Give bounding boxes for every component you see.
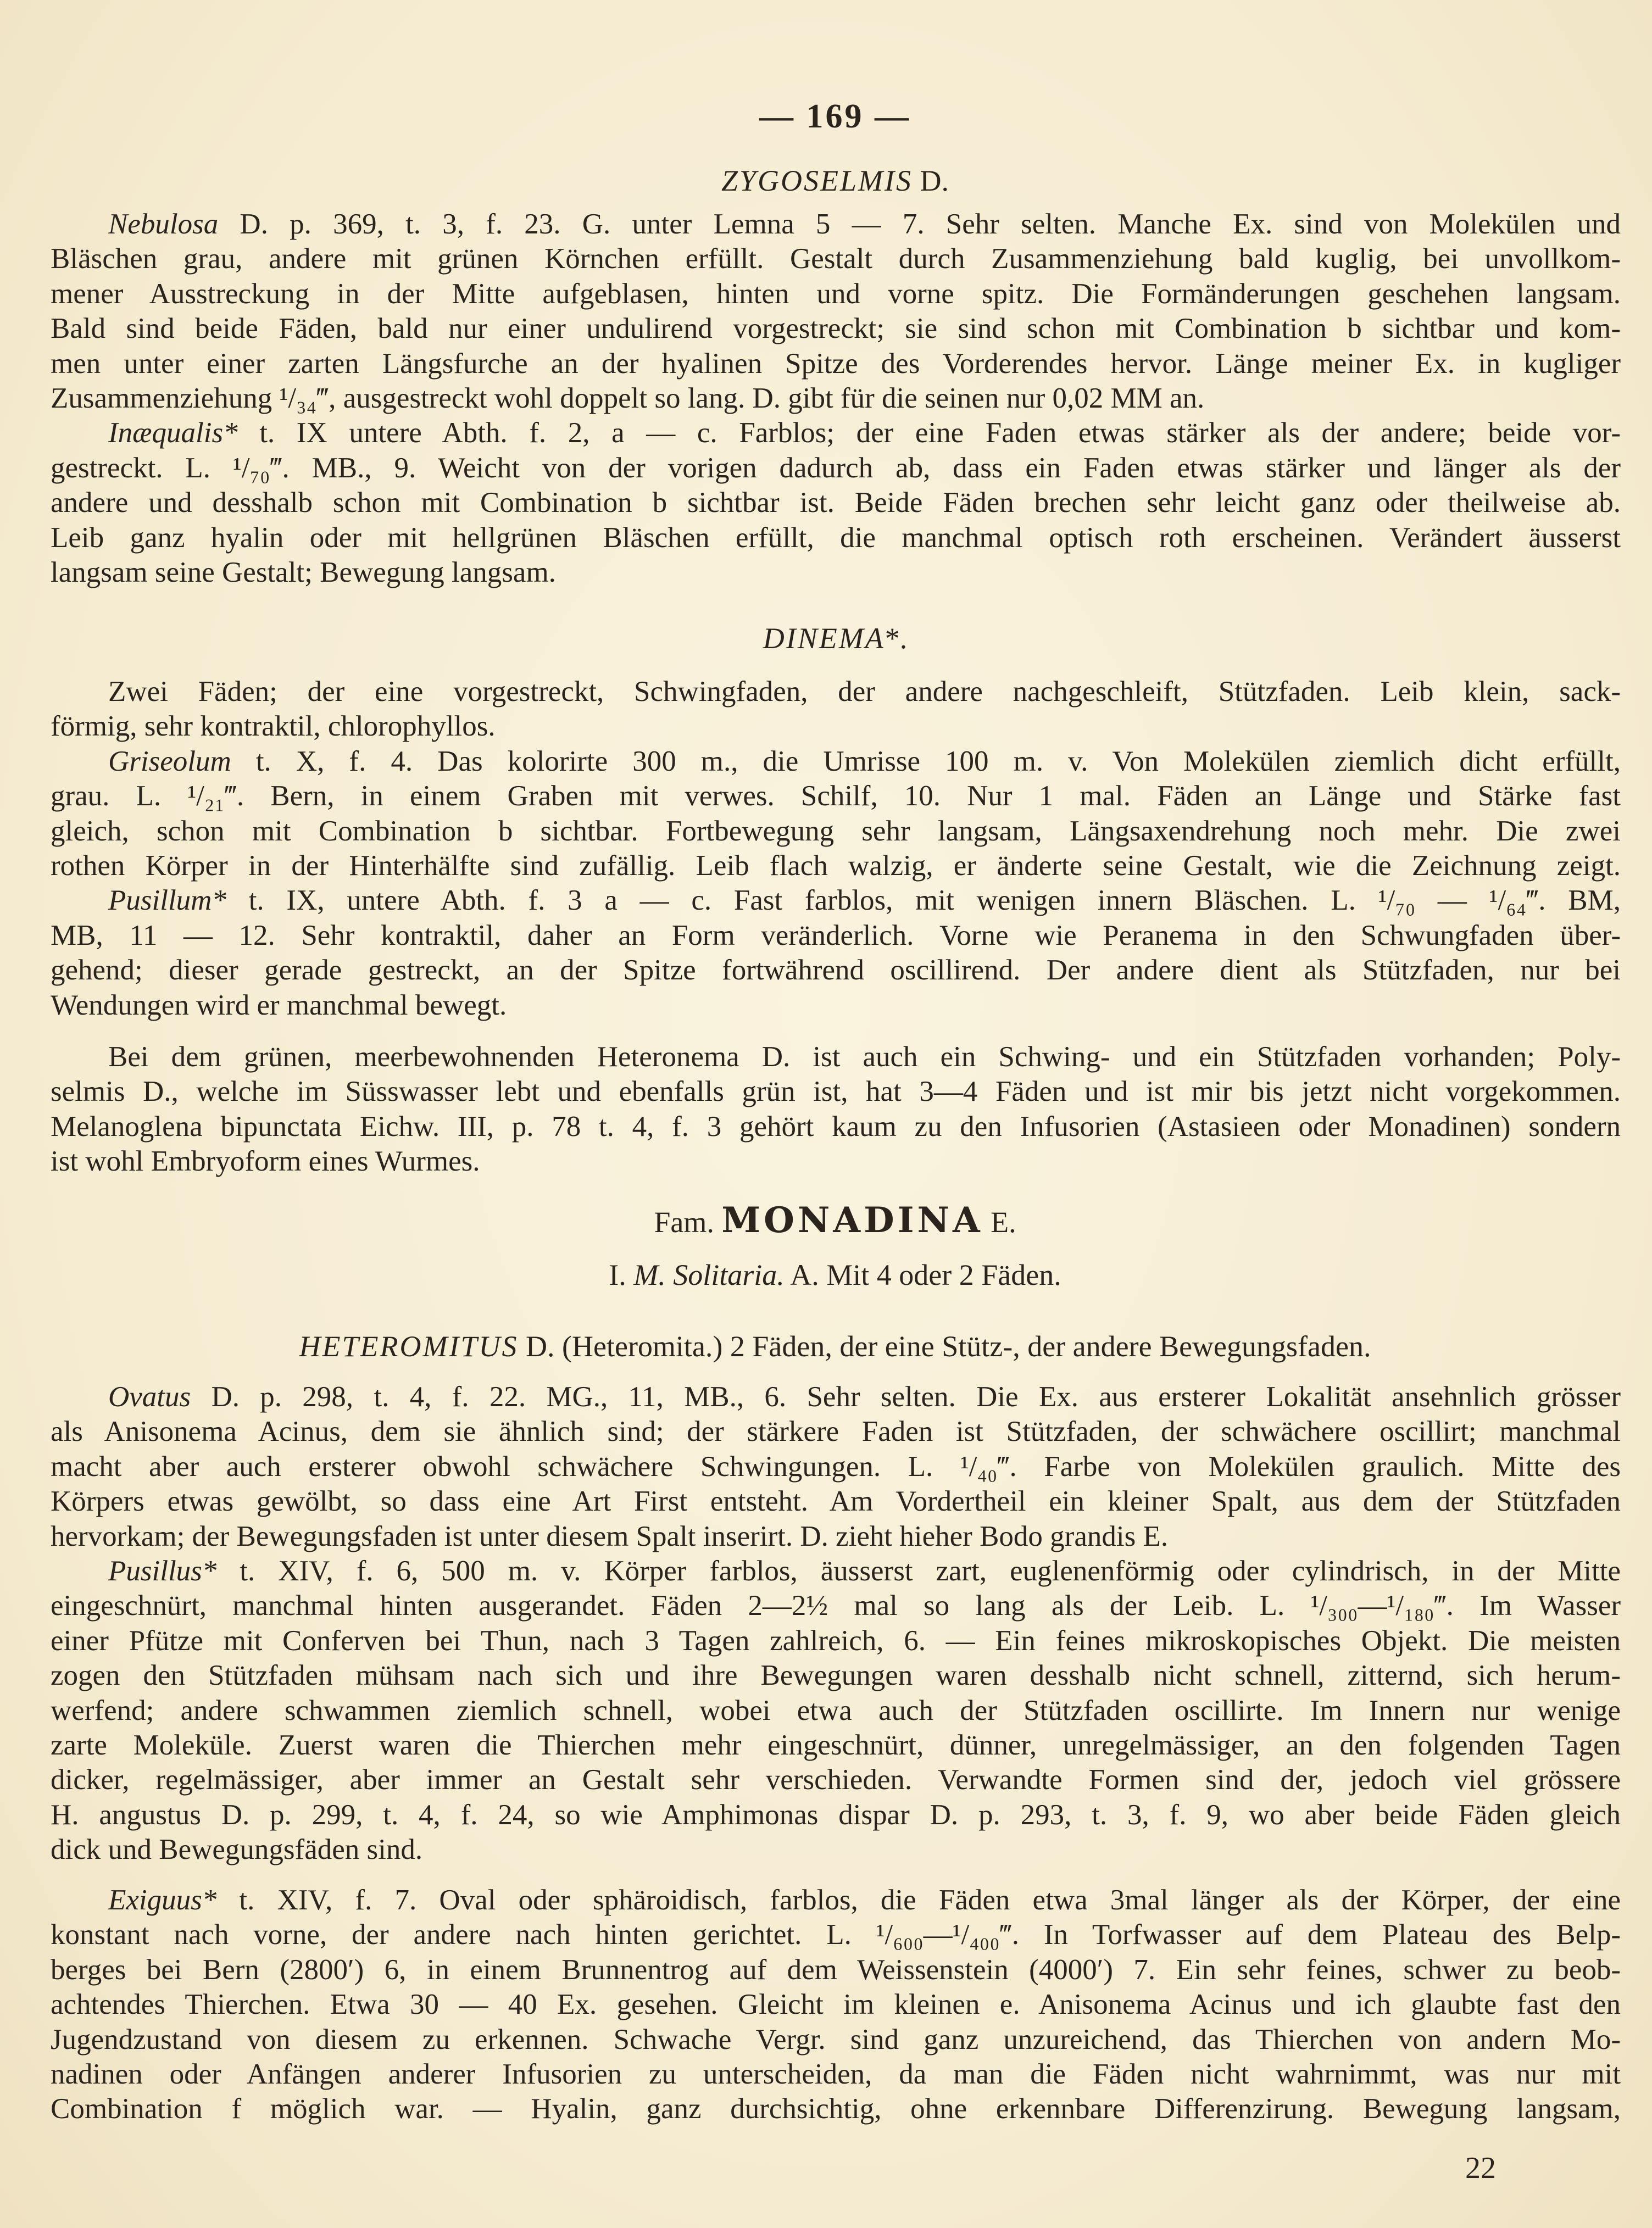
genus-description: D. (Heteromita.) 2 Fäden, der eine Stütz-, der andere Bewegungsfaden. — [518, 1330, 1371, 1363]
line-text: Zusammenziehung ¹/₃₄‴, ausgestreckt wohl doppelt so lang. D. gibt für die seinen nur 0,02 MM an. — [51, 382, 1205, 414]
text-line — [51, 918, 1621, 953]
line-text: Leib ganz hyalin oder mit hellgrünen Bläschen erfüllt, die manchmal optisch roth erscheinen. Verändert äusserst — [51, 521, 1621, 554]
line-text: rothen Körper in der Hinterhälfte sind zufällig. Leib flach walzig, er änderte seine Gestalt, wie die Zeichnung zeigt. — [51, 849, 1621, 882]
species-name: Pusillus* — [108, 1555, 217, 1587]
group-name: M. Solitaria. — [633, 1258, 785, 1291]
text-line — [51, 1074, 1621, 1109]
line-text: hervorkam; der Bewegungsfaden ist unter diesem Spalt inserirt. D. zieht hieher Bodo grandis E. — [51, 1520, 1169, 1552]
family-author: E. — [983, 1206, 1016, 1239]
text-line — [51, 1414, 1621, 1449]
family-heading — [49, 1200, 1621, 1241]
text-line — [51, 1953, 1621, 1987]
text-line — [51, 1987, 1621, 2022]
line-text: langsam seine Gestalt; Bewegung langsam. — [51, 556, 556, 588]
group-heading — [49, 1257, 1621, 1293]
genus-name: HETEROMITUS — [299, 1330, 519, 1363]
line-text: zarte Moleküle. Zuerst waren die Thierchen mehr eingeschnürt, dünner, unregelmässiger, an den folgenden Tagen — [51, 1729, 1621, 1761]
group-prefix: I. — [609, 1258, 634, 1291]
text-line — [51, 675, 1621, 709]
page-number: — 169 — — [759, 98, 911, 135]
text-line — [51, 242, 1621, 276]
line-text: werfend; andere schwammen ziemlich schnell, wobei etwa auch der Stützfaden oscillirte. Im Innern nur wenige — [51, 1694, 1621, 1726]
text-line — [51, 814, 1621, 849]
text-line — [51, 1144, 1621, 1179]
genus-author: D. — [913, 164, 949, 197]
line-text: t. XIV, f. 6, 500 m. v. Körper farblos, äusserst zart, euglenenförmig oder cylindrisch, in der Mitte — [216, 1555, 1621, 1587]
text-line — [51, 883, 1621, 918]
line-text: Körpers etwas gewölbt, so dass eine Art First entsteht. Am Vordertheil ein kleiner Spalt, aus dem der Stützfaden — [51, 1485, 1621, 1518]
text-line — [51, 1484, 1621, 1519]
text-line — [51, 311, 1621, 346]
line-text: macht aber auch ersterer obwohl schwächere Schwingungen. L. ¹/₄₀‴. Farbe von Molekülen graulich. Mitte des — [51, 1450, 1621, 1483]
line-text: konstant nach vorne, der andere nach hinten gerichtet. L. ¹/₆₀₀—¹/₄₀₀‴. In Torfwasser auf dem Plateau des Belp- — [51, 1919, 1621, 1951]
text-line — [51, 207, 1621, 242]
text-line — [51, 416, 1621, 450]
text-line — [51, 1883, 1621, 1918]
line-text: einer Pfütze mit Conferven bei Thun, nach 3 Tagen zahlreich, 6. — Ein feines mikroskopisches Objekt. Die meisten — [51, 1624, 1621, 1657]
species-name: Ovatus — [108, 1381, 191, 1413]
text-line — [51, 347, 1621, 381]
line-text: selmis D., welche im Süsswasser lebt und ebenfalls grün ist, hat 3—4 Fäden und ist mir bis jetzt nicht vorgekommen. — [51, 1076, 1621, 1108]
text-line — [51, 2092, 1621, 2126]
group-description: A. Mit 4 oder 2 Fäden. — [784, 1258, 1061, 1291]
line-text: nadinen oder Anfängen anderer Infusorien zu unterscheiden, da man die Fäden nicht wahrnimmt, was nur mit — [51, 2058, 1621, 2090]
line-text: Wendungen wird er manchmal bewegt. — [51, 989, 507, 1021]
text-line — [51, 1694, 1621, 1728]
line-text: dicker, regelmässiger, aber immer an Gestalt sehr verschieden. Verwandte Formen sind der, jedoch viel grössere — [51, 1764, 1621, 1796]
text-line — [51, 953, 1621, 988]
line-text: Bald sind beide Fäden, bald nur einer undulirend vorgestreckt; sie sind schon mit Combination b sichtbar und kom- — [51, 313, 1621, 345]
text-line — [51, 1918, 1621, 1952]
species-name: Griseolum — [108, 745, 231, 777]
line-text: D. p. 298, t. 4, f. 22. MG., 11, MB., 6. Sehr selten. Die Ex. aus ersterer Lokalität ansehnlich grösser — [191, 1381, 1621, 1413]
species-name: Pusillum* — [108, 884, 226, 917]
text-line — [51, 2057, 1621, 2092]
genus-heading-heteromitus — [49, 1329, 1621, 1364]
line-text: förmig, sehr kontraktil, chlorophyllos. — [51, 710, 496, 743]
text-line — [51, 451, 1621, 486]
text-line — [51, 1763, 1621, 1797]
dinema-note-text — [51, 1040, 1621, 1179]
line-text: D. p. 369, t. 3, f. 23. G. unter Lemna 5 — 7. Sehr selten. Manche Ex. sind von Molekülen und — [218, 208, 1621, 240]
text-line — [51, 1450, 1621, 1484]
line-text: Melanoglena bipunctata Eichw. III, p. 78 t. 4, f. 3 gehört kaum zu den Infusorien (Astasieen oder Monadinen) sondern — [51, 1110, 1621, 1143]
genus-heading-zygoselmis — [49, 163, 1621, 198]
line-text: Combination f möglich war. — Hyalin, ganz durchsichtig, ohne erkennbare Differenzirung. Bewegung langsam, — [51, 2093, 1621, 2125]
line-text: grau. L. ¹/₂₁‴. Bern, in einem Graben mit verwes. Schilf, 10. Nur 1 mal. Fäden an Länge und Stärke fast — [51, 780, 1621, 812]
dinema-species-text — [51, 675, 1621, 1023]
line-text: t. IX, untere Abth. f. 3 a — c. Fast farblos, mit wenigen innern Bläschen. L. ¹/₇₀ — ¹/₆₄‴. BM, — [226, 884, 1621, 917]
genus-name: ZYGOSELMIS — [721, 164, 913, 197]
line-text: t. IX untere Abth. f. 2, a — c. Farblos; der eine Faden etwas stärker als der andere; beide vor- — [237, 417, 1621, 449]
zygoselmis-species-text — [51, 207, 1621, 590]
line-text: MB, 11 — 12. Sehr kontraktil, daher an Form veränderlich. Vorne wie Peranema in den Schwungfaden über- — [51, 919, 1621, 951]
genus-author: *. — [885, 622, 908, 655]
family-name: MONADINA — [721, 1200, 983, 1241]
text-line — [51, 1554, 1621, 1589]
line-text: t. XIV, f. 7. Oval oder sphäroidisch, farblos, die Fäden etwa 3mal länger als der Körper, der eine — [216, 1884, 1621, 1916]
text-line — [51, 1658, 1621, 1693]
line-text: Jugendzustand von diesem zu erkennen. Schwache Vergr. sind ganz unzureichend, das Thierchen von andern Mo- — [51, 2023, 1621, 2056]
line-text: achtendes Thierchen. Etwa 30 — 40 Ex. gesehen. Gleicht im kleinen e. Anisonema Acinus und ich glaubte fast den — [51, 1989, 1621, 2021]
line-text: t. X, f. 4. Das kolorirte 300 m., die Umrisse 100 m. v. Von Molekülen ziemlich dicht erfüllt, — [231, 745, 1621, 777]
line-text: ist wohl Embryoform eines Wurmes. — [51, 1145, 480, 1178]
genus-heading-dinema — [49, 621, 1621, 656]
signature-mark: 22 — [1465, 2151, 1496, 2185]
text-line — [51, 555, 1621, 590]
line-text: gestreckt. L. ¹/₇₀‴. MB., 9. Weicht von der vorigen dadurch ab, dass ein Faden etwas stärker und länger als der — [51, 452, 1621, 484]
line-text: mener Ausstreckung in der Mitte aufgeblasen, hinten und vorne spitz. Die Formänderungen geschehen langsam. — [51, 277, 1621, 310]
line-text: Zwei Fäden; der eine vorgestreckt, Schwingfaden, der andere nachgeschleift, Stützfaden. Leib klein, sack- — [108, 676, 1621, 708]
species-name: Exiguus* — [108, 1884, 217, 1916]
text-line — [51, 1624, 1621, 1658]
line-text: Bläschen grau, andere mit grünen Körnchen erfüllt. Gestalt durch Zusammenziehung bald kuglig, bei unvollkom- — [51, 243, 1621, 275]
text-line — [51, 1589, 1621, 1623]
genus-name: DINEMA — [763, 622, 885, 655]
species-name: Nebulosa — [108, 208, 219, 240]
family-prefix: Fam. — [654, 1206, 722, 1239]
line-text: berges bei Bern (2800′) 6, in einem Brunnentrog auf dem Weissenstein (4000′) 7. Ein sehr feines, schwer zu beob- — [51, 1953, 1621, 1986]
text-line — [51, 1040, 1621, 1074]
text-line — [51, 779, 1621, 814]
line-text: zogen den Stützfaden mühsam nach sich und ihre Bewegungen waren desshalb nicht schnell, zitternd, sich herum- — [51, 1659, 1621, 1692]
heteromitus-species-text — [51, 1380, 1621, 1867]
text-line — [51, 988, 1621, 1023]
text-line — [51, 381, 1621, 416]
line-text: als Anisonema Acinus, dem sie ähnlich sind; der stärkere Faden ist Stützfaden, der schwächere oscillirt; manchmal — [51, 1416, 1621, 1448]
text-line — [51, 1110, 1621, 1144]
text-line — [51, 709, 1621, 744]
text-line — [51, 1832, 1621, 1867]
text-line — [51, 486, 1621, 520]
line-text: Bei dem grünen, meerbewohnenden Heteronema D. ist auch ein Schwing- und ein Stützfaden vorhanden; Poly- — [108, 1041, 1621, 1073]
heteromitus-exiguus-text — [51, 1883, 1621, 2127]
line-text: men unter einer zarten Längsfurche an der hyalinen Spitze des Vorderendes hervor. Länge meiner Ex. in kugliger — [51, 347, 1621, 380]
text-line — [51, 1519, 1621, 1554]
text-line — [51, 277, 1621, 311]
line-text: H. angustus D. p. 299, t. 4, f. 24, so wie Amphimonas dispar D. p. 293, t. 3, f. 9, wo aber beide Fäden gleich — [51, 1798, 1621, 1831]
text-line — [51, 2023, 1621, 2057]
line-text: andere und desshalb schon mit Combination b sichtbar ist. Beide Fäden brechen sehr leicht ganz oder theilweise ab. — [51, 487, 1621, 519]
species-name: Inæqualis* — [108, 417, 238, 449]
text-line — [51, 1798, 1621, 1832]
text-line — [51, 1728, 1621, 1763]
text-line — [51, 521, 1621, 555]
text-line — [51, 744, 1621, 779]
line-text: eingeschnürt, manchmal hinten ausgerandet. Fäden 2—2½ mal so lang als der Leib. L. ¹/₃₀₀—¹/₁₈₀‴. Im Wasser — [51, 1590, 1621, 1622]
line-text: dick und Bewegungsfäden sind. — [51, 1834, 423, 1866]
line-text: gehend; dieser gerade gestreckt, an der Spitze fortwährend oscillirend. Der andere dient als Stützfaden, nur bei — [51, 954, 1621, 987]
text-line — [51, 1380, 1621, 1414]
text-line — [51, 849, 1621, 883]
line-text: gleich, schon mit Combination b sichtbar. Fortbewegung sehr langsam, Längsaxendrehung noch mehr. Die zwei — [51, 815, 1621, 847]
